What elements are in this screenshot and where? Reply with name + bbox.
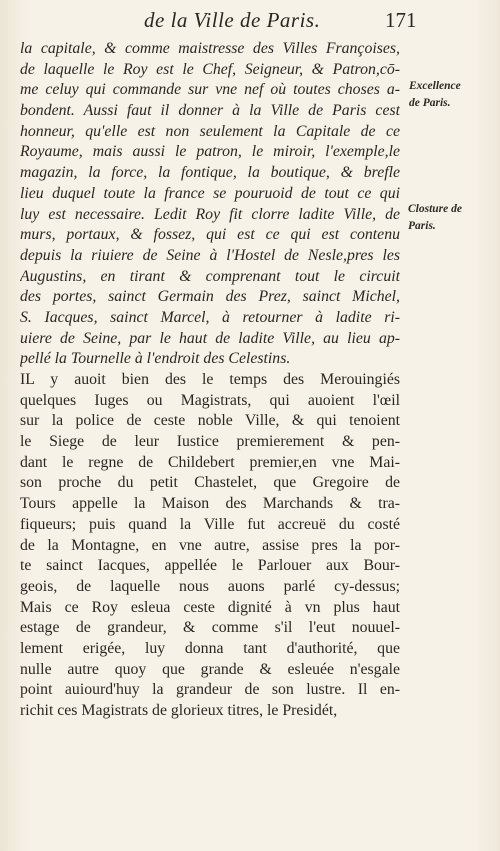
text-line: Mais ce Roy esleua ceste dignité à vn plus haut xyxy=(20,598,400,616)
text-line: fiqueurs; puis quand la Ville fut accreuë du costé xyxy=(20,515,400,533)
text-line: richit ces Magistrats de glorieux titres, le Presidét, xyxy=(20,702,338,719)
text-line: lement erigée, luy donna tant d'authorité, que xyxy=(20,639,400,657)
text-line: depuis la riuiere de Seine à l'Hostel de Nesle,pres les xyxy=(20,246,400,264)
roman-paragraph xyxy=(20,370,400,722)
text-line: de laquelle le Roy est le Chef, Seigneur, & Patron,cō- xyxy=(20,60,400,78)
text-line: Tours appelle la Maison des Marchands & tra- xyxy=(20,495,400,513)
text-line: luy est necessaire. Ledit Roy fit clorre ladite Ville, de xyxy=(20,205,400,223)
text-line: des portes, sainct Germain des Prez, sainct Michel, xyxy=(20,288,400,306)
text-line: pellé la Tournelle à l'endroit des Celestins. xyxy=(20,350,291,368)
text-line: uiere de Seine, par le haut de ladite Ville, au lieu ap- xyxy=(20,329,400,347)
italic-paragraph xyxy=(20,39,400,370)
margin-note-line: Closture de xyxy=(408,203,462,215)
text-line: son proche du petit Chastelet, que Gregoire de xyxy=(20,474,400,492)
margin-note-line: Paris. xyxy=(408,220,436,232)
text-line: sur la police de ceste noble Ville, & qui tenoient xyxy=(20,412,400,430)
text-line: magazin, la force, la fontique, la boutique, & brefle xyxy=(20,164,400,182)
text-line: S. Iacques, sainct Marcel, à retourner à ladite ri- xyxy=(20,308,400,326)
text-line: te sainct Iacques, appellée le Parlouer aux Bour- xyxy=(20,557,400,575)
margin-note-closture xyxy=(408,201,490,235)
text-line: Augustins, en tirant & comprenant tout le circuit xyxy=(20,267,400,285)
text-line: geois, de laquelle nous auons parlé cy-dessus; xyxy=(20,577,400,595)
margin-note-excellence xyxy=(409,78,491,112)
text-line: lieu duquel toute la france se pouruoid de tout ce qui xyxy=(20,184,400,202)
body-text xyxy=(20,39,400,722)
text-line: quelques Iuges ou Magistrats, qui auoient l'œil xyxy=(20,391,400,409)
running-head: de la Ville de Paris. xyxy=(144,8,321,32)
text-line: murs, portaux, & fossez, qui est ce qui est contenu xyxy=(20,226,400,244)
page-number: 171 xyxy=(385,8,417,32)
page-header xyxy=(0,4,500,38)
text-line: nulle autre quoy que grande & esleuée n'esgale xyxy=(20,660,400,678)
text-line: de la Montagne, en vne autre, assise pres la por- xyxy=(20,536,400,554)
text-line: IL y auoit bien des le temps des Merouingiés xyxy=(20,371,400,388)
text-line: estage de grandeur, & comme s'il l'eut nouuel- xyxy=(20,619,400,637)
margin-note-line: de Paris. xyxy=(409,97,451,109)
text-line: la capitale, & comme maistresse des Villes Françoises, xyxy=(20,40,400,57)
text-line: me celuy qui commande sur vne nef où toutes choses a- xyxy=(20,81,400,99)
text-line: honneur, qu'elle est non seulement la Capitale de ce xyxy=(20,122,400,140)
text-line: point auiourd'huy la grandeur de son lustre. Il en- xyxy=(20,681,400,699)
text-line: Royaume, mais aussi le patron, le miroir, l'exemple,le xyxy=(20,143,400,161)
text-line: dant le regne de Childebert premier,en vne Mai- xyxy=(20,453,400,471)
text-line: bondent. Aussi faut il donner à la Ville de Paris cest xyxy=(20,102,400,120)
margin-note-line: Excellence xyxy=(409,80,461,92)
text-line: le Siege de leur Iustice premierement & pen- xyxy=(20,433,400,451)
